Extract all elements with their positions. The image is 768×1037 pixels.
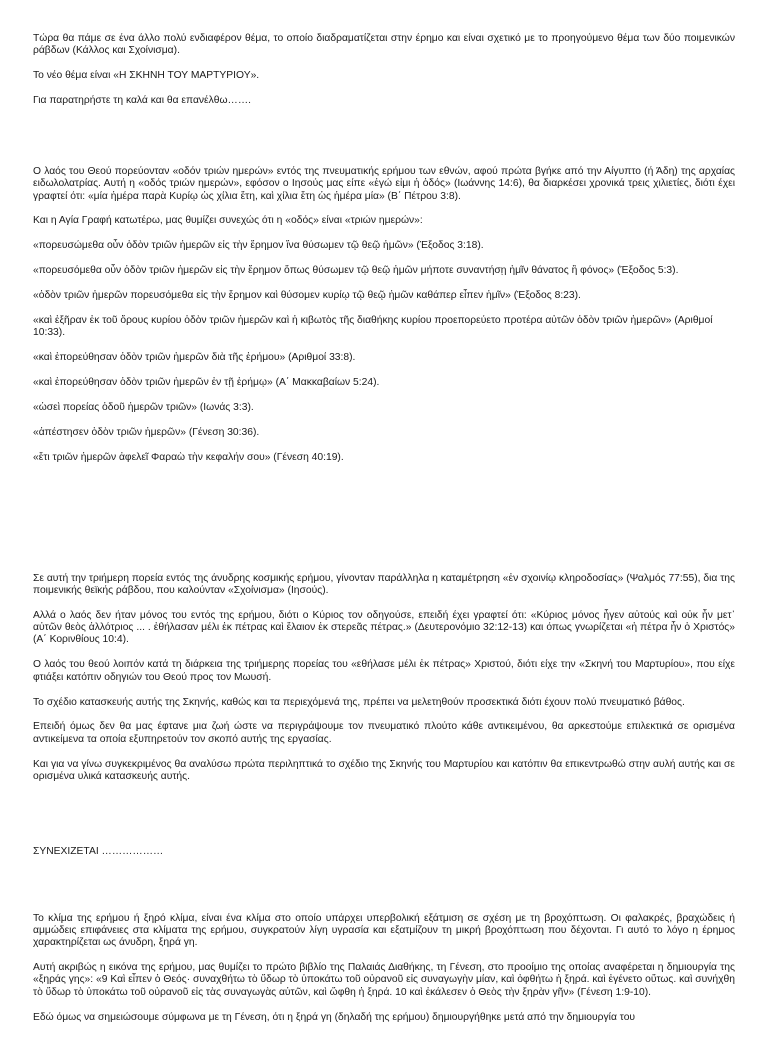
journey-paragraph: Ο λαός του Θεού πορεύονταν «οδόν τριών ημερών» εντός της πνευματικής ερήμου των εθνών, αφού πρώτα βγήκε από την Αίγυπτο (ή Άδη) της αρχαίας ειδωλολατρίας. Αυτή η «οδός τριών ημερών», εφόσον ο Ιησούς μας είπε «ἐγώ εἰμι ἡ ὁδός» (Ιωάννης 14:6), θα διαρκέσει χρονικά τρεις χιλιετίες, διότι έχει γραφτεί ότι: «μία ἡμέρα παρὰ Κυρίῳ ὡς χίλια ἔτη, καὶ χίλια ἔτη ὡς ἡμέρα μία» (Β΄ Πέτρου 3:8). [33, 165, 735, 202]
body-paragraph: Σε αυτή την τριήμερη πορεία εντός της άνυδρης κοσμικής ερήμου, γίνονταν παράλληλα η καταμέτρηση «ἐν σχοινίῳ κληροδοσίας» (Ψαλμός 77:55), δια της ποιμενικής θεϊκής ράβδου, που καλούνταν «Σχοίνισμα» (Ιησούς). [33, 572, 735, 596]
observe-note: Για παρατηρήστε τη καλά και θα επανέλθω……. [33, 95, 252, 107]
scripture-quote: «πορευσόμεθα οὖν ὁδὸν τριῶν ἡμερῶν εἰς τὴν ἔρημον ὅπως θύσωμεν τῷ θεῷ ἡμῶν μήποτε συναντήσῃ ἡμῖν θάνατος ἢ φόνος» (Έξοδος 5:3). [33, 265, 679, 277]
continued-marker: ΣΥΝΕΧΙΖΕΤΑΙ ……………… [33, 845, 164, 857]
body-paragraph: Ο λαός του θεού λοιπόν κατά τη διάρκεια της τριήμερης πορείας του «εθήλασε μέλι ἐκ πέτρας» Χριστού, διότι είχε την «Σκηνή του Μαρτυρίου», που είχε φτιάξει κατόπιν οδηγιών του Θεού προς τον Μωυσή. [33, 659, 735, 683]
scripture-quote: «ἔτι τριῶν ἡμερῶν ἀφελεῖ Φαραὼ τὴν κεφαλήν σου» (Γένεση 40:19). [33, 451, 344, 463]
scripture-quote: «καὶ ἐξῆραν ἐκ τοῦ ὄρους κυρίου ὁδὸν τριῶν ἡμερῶν καὶ ἡ κιβωτὸς τῆς διαθήκης κυρίου προεπορεύετο προτέρα αὐτῶν ὁδὸν τριῶν ἡμερῶν» (Αριθμοί 10:33). [33, 315, 713, 339]
scripture-quote: «ὡσεὶ πορείας ὁδοῦ ἡμερῶν τριῶν» (Ιωνάς 3:3). [33, 401, 254, 413]
document-page [33, 33, 735, 1037]
body-paragraph: Αυτή ακριβώς η εικόνα της ερήμου, μας θυμίζει το πρώτο βιβλίο της Παλαιάς Διαθήκης, τη Γένεση, στο προοίμιο της οποίας αναφέρεται η δημιουργία της «ξηράς γης»: «9 Καὶ εἶπεν ὁ Θεός· συναχθήτω τὸ ὕδωρ τὸ ὑποκάτω τοῦ οὐρανοῦ εἰς συναγωγὴν μίαν, καὶ ὀφθήτω ἡ ξηρά. καὶ ἐγένετο οὕτως. καὶ συνήχθη τὸ ὕδωρ τὸ ὑποκάτω τοῦ οὐρανοῦ εἰς τὰς συναγωγὰς αὐτῶν, καὶ ὤφθη ἡ ξηρά. 10 καὶ ἐκάλεσεν ὁ Θεὸς τὴν ξηρὰν γῆν» (Γένεση 1:9-10). [33, 962, 735, 998]
spacer [33, 796, 735, 846]
spacer [33, 871, 735, 913]
body-paragraph: Και για να γίνω συγκεκριμένος θα αναλύσω πρώτα περιληπτικά το σχέδιο της Σκηνής του Μαρτυρίου και κατόπιν θα επικεντρωθώ στην αυλή αυτής και σε ορισμένα υλικά κατασκευής αυτής. [33, 758, 735, 782]
intro-section [33, 33, 735, 107]
desert-climate-section [33, 913, 735, 1024]
three-days-journey-section [33, 166, 735, 464]
body-paragraph: Αλλά ο λαός δεν ήταν μόνος του εντός της ερήμου, διότι ο Κύριος τον οδηγούσε, επειδή έχει γραφτεί ότι: «Κύριος μόνος ἦγεν αὐτούς καὶ οὐκ ἦν μετ᾽ αὐτῶν θεὸς ἀλλότριος ... . ἐθήλασαν μέλι ἐκ πέτρας καὶ ἔλαιον ἐκ στερεᾶς πέτρας.» (Δευτερονόμιο 32:12-13) και όπως γνωρίζεται «ἡ πέτρα ἦν ὁ Χριστός» (Α΄ Κορινθίους 10:4). [33, 609, 735, 646]
scripture-quote: «καὶ ἐπορεύθησαν ὁδὸν τριῶν ἡμερῶν ἐν τῇ ἐρήμῳ» (Α΄ Μακκαβαίων 5:24). [33, 377, 380, 389]
spacer [33, 120, 735, 166]
body-paragraph: Επειδή όμως δεν θα μας έφτανε μια ζωή ώστε να περιγράψουμε τον πνευματικό πλούτο κάθε αντικειμένου, θα αρκεστούμε επιλεκτικά σε ορισμένα αντικείμενα τα οποία εξυπηρετούν τον σκοπό αυτής της εργασίας. [33, 721, 735, 745]
spacer [33, 477, 735, 573]
scripture-quote: «ὁδὸν τριῶν ἡμερῶν πορευσόμεθα εἰς τὴν ἔρημον καὶ θύσομεν κυρίῳ τῷ θεῷ ἡμῶν καθάπερ εἶπεν ἡμῖν» (Έξοδος 8:23). [33, 290, 581, 302]
scripture-quote: «ἀπέστησεν ὁδὸν τριῶν ἡμερῶν» (Γένεση 30:36). [33, 426, 260, 438]
scripture-quote: «πορευσώμεθα οὖν ὁδὸν τριῶν ἡμερῶν εἰς τὴν ἔρημον ἵνα θύσωμεν τῷ θεῷ ἡμῶν» (Έξοδος 3:18). [33, 240, 484, 252]
body-paragraph: Το σχέδιο κατασκευής αυτής της Σκηνής, καθώς και τα περιεχόμενά της, πρέπει να μελετηθούν προσεκτικά διότι έχουν πολύ πνευματικό βάθος. [33, 696, 685, 708]
scripture-reminder: Και η Αγία Γραφή κατωτέρω, μας θυμίζει συνεχώς ότι η «οδός» είναι «τριών ημερών»: [33, 215, 423, 227]
new-topic-title: Το νέο θέμα είναι «Η ΣΚΗΝΗ ΤΟΥ ΜΑΡΤΥΡΙΟΥ». [33, 70, 260, 82]
body-paragraph: Εδώ όμως να σημειώσουμε σύμφωνα με τη Γένεση, ότι η ξηρά γη (δηλαδή της ερήμου) δημιουργήθηκε μετά από την δημιουργία του [33, 1011, 636, 1023]
body-paragraph: Το κλίμα της ερήμου ή ξηρό κλίμα, είναι ένα κλίμα στο οποίο υπάρχει υπερβολική εξάτμιση σε σχέση με τη βροχόπτωση. Οι φαλακρές, βραχώδεις ή αμμώδεις επιφάνειες στα κλίματα της ερήμου, συγκρατούν λίγη υγρασία και εξατμίζουν τη μικρή βροχόπτωση που δέχονται. Γι αυτό το λόγο η έρημος χαρακτηρίζεται ως άνυδρη, ξηρά γη. [33, 912, 735, 949]
intro-paragraph: Τώρα θα πάμε σε ένα άλλο πολύ ενδιαφέρον θέμα, το οποίο διαδραματίζεται στην έρημο και είναι σχετικό με το προηγούμενο θέμα των δύο ποιμενικών ράβδων (Κάλλος και Σχοίνισμα). [33, 33, 735, 57]
scripture-quote: «καὶ ἐπορεύθησαν ὁδὸν τριῶν ἡμερῶν διὰ τῆς ἐρήμου» (Αριθμοί 33:8). [33, 352, 356, 364]
tabernacle-section [33, 573, 735, 784]
